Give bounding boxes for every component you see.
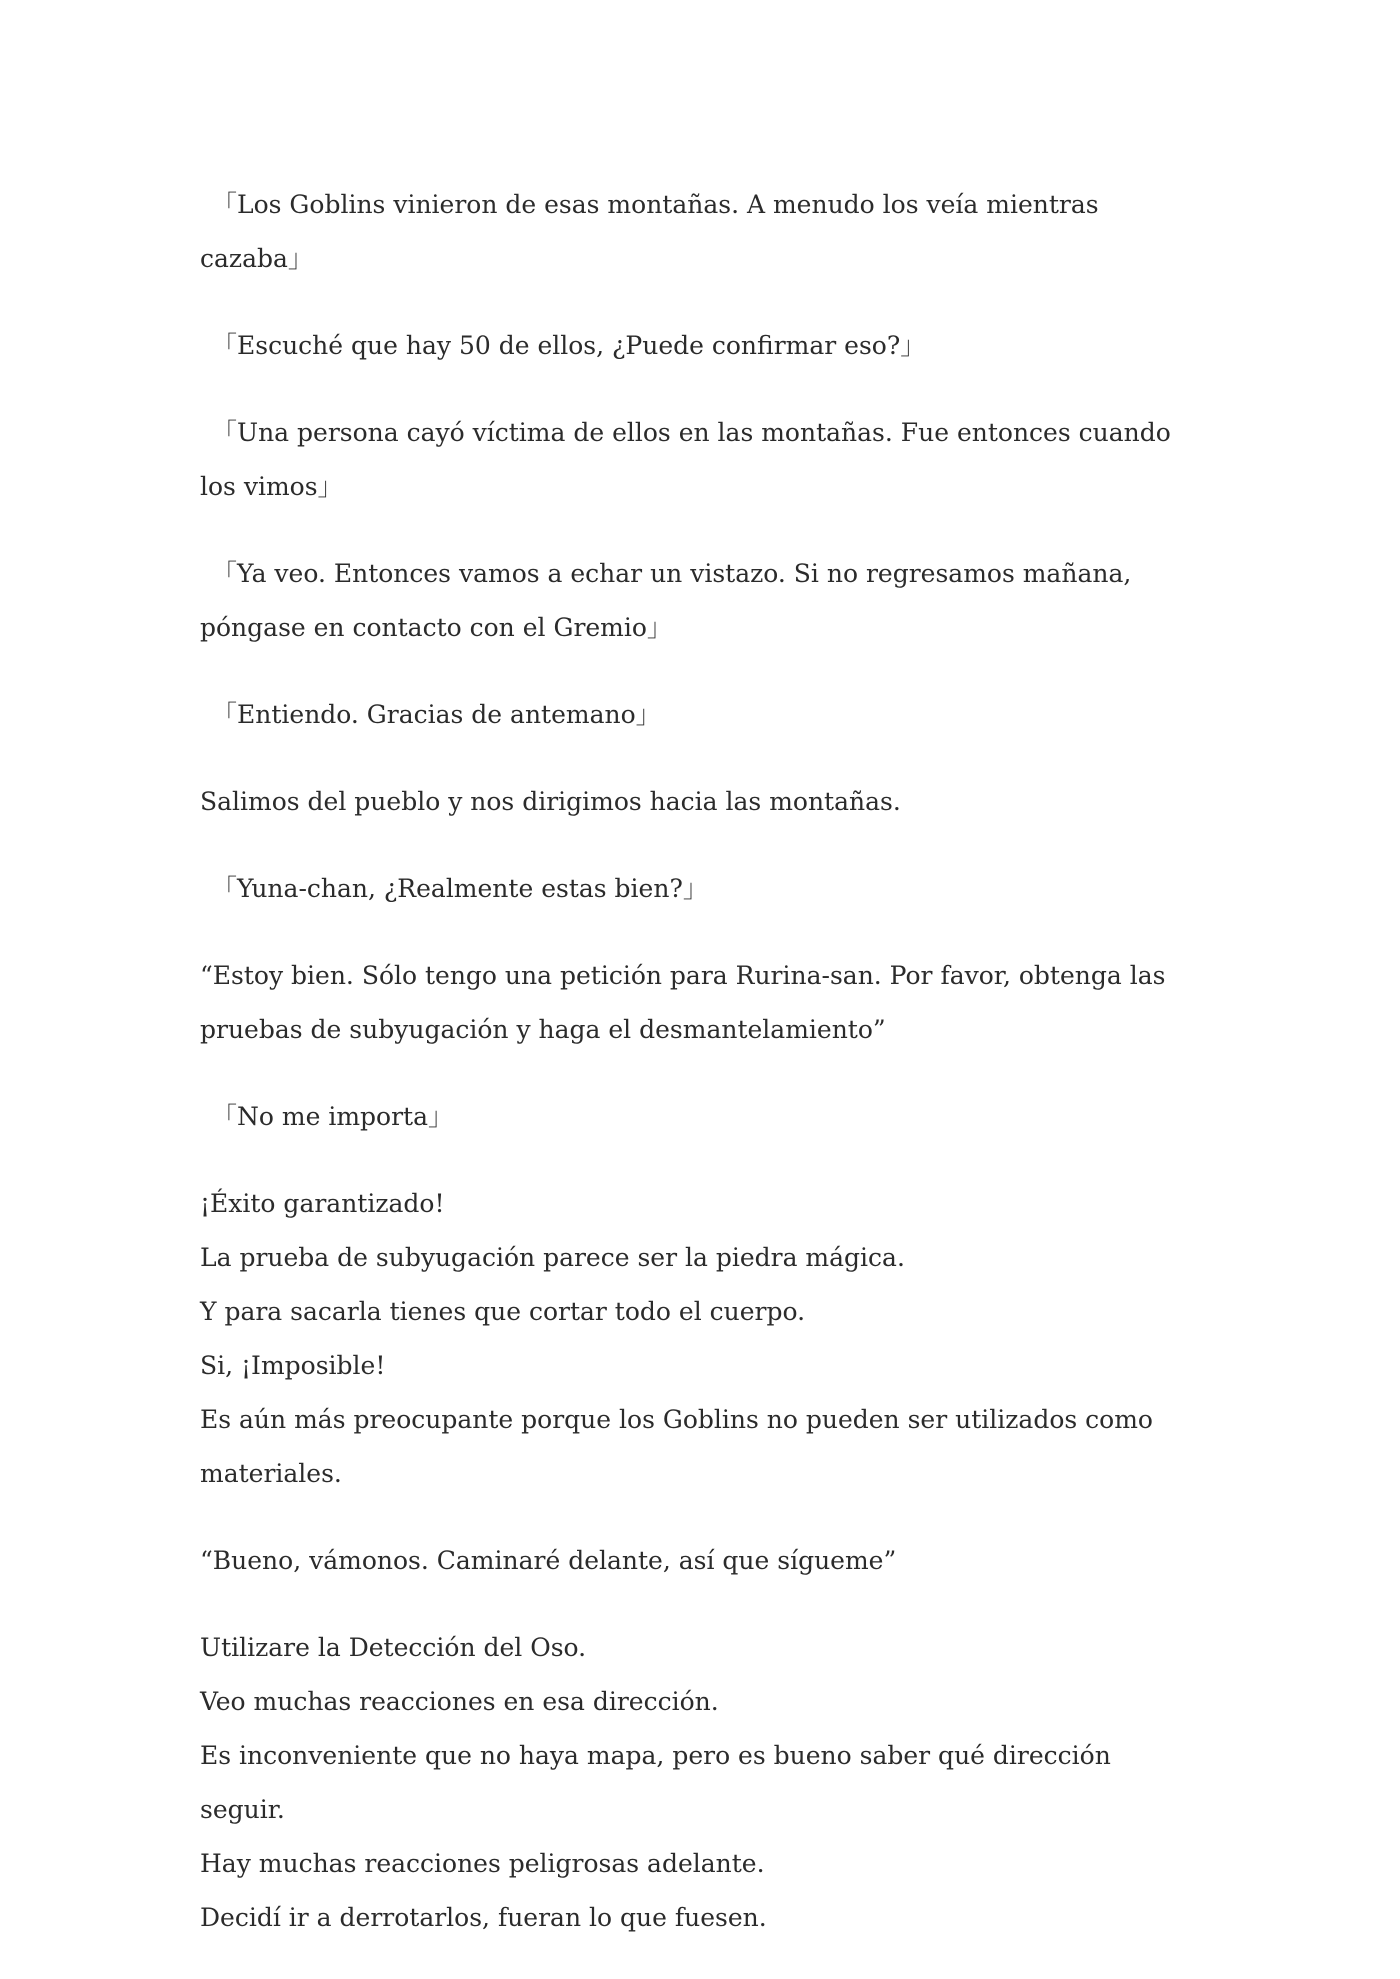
dialogue-yuna-ok: 「Yuna-chan, ¿Realmente estas bien?」 <box>212 874 708 903</box>
dialogue-dont-mind: 「No me importa」 <box>212 1102 453 1131</box>
narration-line: Hay muchas reacciones peligrosas adelante. <box>200 1849 765 1878</box>
dialogue-victim: 「Una persona cayó víctima de ellos en las montañas. Fue entonces cuando los vimos」 <box>200 418 1171 501</box>
narration-line: La prueba de subyugación parece ser la piedra mágica. <box>200 1243 905 1272</box>
narration-block-two <box>200 1621 1200 1945</box>
quote-request: “Estoy bien. Sólo tengo una petición para Rurina-san. Por favor, obtenga las pruebas de subyugación y haga el desmantelamiento” <box>200 961 1166 1044</box>
narration-line: Es aún más preocupante porque los Goblins no pueden ser utilizados como materiales. <box>200 1405 1153 1488</box>
narration-block-one <box>200 1177 1200 1501</box>
narration-line: Utilizare la Detección del Oso. <box>200 1633 587 1662</box>
dialogue-thanks: 「Entiendo. Gracias de antemano」 <box>212 700 661 729</box>
dialogue-guild: 「Ya veo. Entonces vamos a echar un vistazo. Si no regresamos mañana, póngase en contacto con el Gremio」 <box>200 559 1132 642</box>
document-body <box>200 178 1200 1978</box>
dialogue-goblins-mountains: 「Los Goblins vinieron de esas montañas. A menudo los veía mientras cazaba」 <box>200 190 1099 273</box>
narration-leave-village: Salimos del pueblo y nos dirigimos hacia las montañas. <box>200 787 901 816</box>
narration-line: Si, ¡Imposible! <box>200 1351 386 1380</box>
narration-line: Decidí ir a derrotarlos, fueran lo que fuesen. <box>200 1903 767 1932</box>
dialogue-fifty-goblins: 「Escuché que hay 50 de ellos, ¿Puede confirmar eso?」 <box>212 331 926 360</box>
quote-lets-go: “Bueno, vámonos. Caminaré delante, así que sígueme” <box>200 1546 897 1575</box>
narration-line: Es inconveniente que no haya mapa, pero es bueno saber qué dirección seguir. <box>200 1741 1111 1824</box>
narration-line: Veo muchas reacciones en esa dirección. <box>200 1687 719 1716</box>
narration-line: ¡Éxito garantizado! <box>200 1189 445 1218</box>
narration-line: Y para sacarla tienes que cortar todo el cuerpo. <box>200 1297 806 1326</box>
